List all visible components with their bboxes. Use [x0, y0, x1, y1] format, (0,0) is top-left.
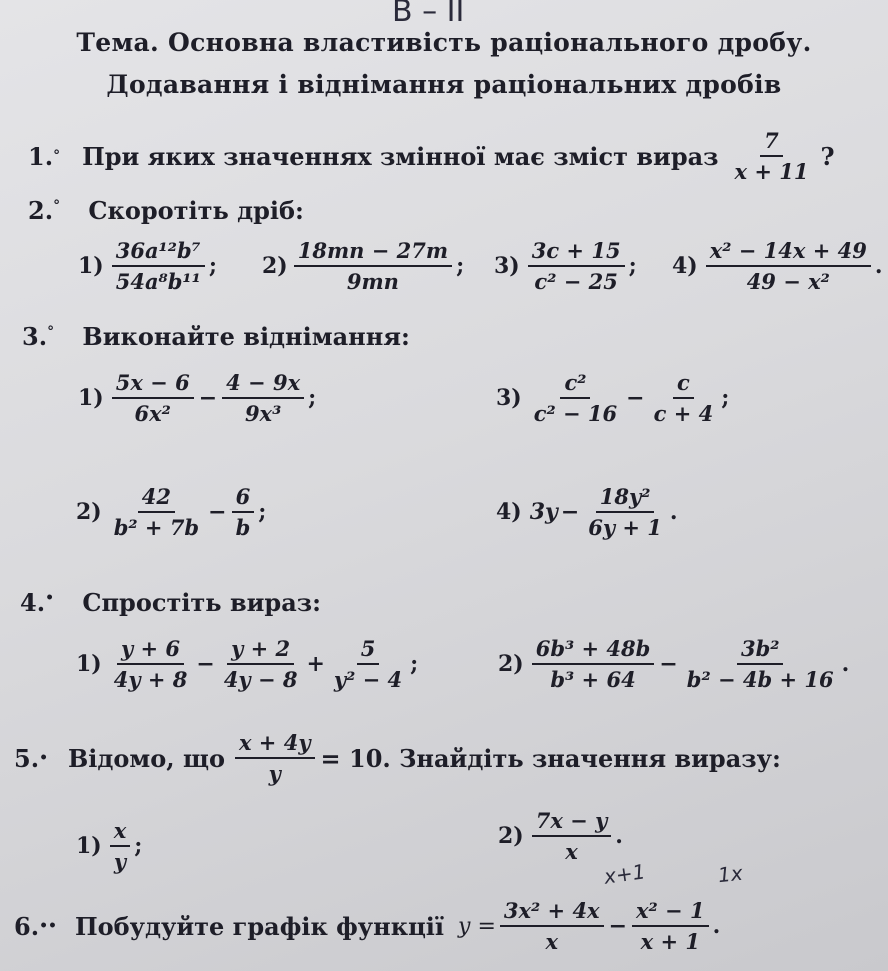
title-line-2: Додавання і віднімання раціональних дробів	[106, 70, 782, 99]
denominator: c² − 25	[534, 269, 618, 294]
numerator: x² − 1	[632, 898, 709, 927]
punctuation: ;	[208, 253, 217, 279]
title-line-1: Тема. Основна властивість раціонального дробу.	[76, 28, 812, 57]
operator: −	[659, 651, 678, 677]
punctuation: ;	[456, 253, 465, 279]
task-6-text: Побудуйте графік функції	[74, 911, 445, 941]
numerator: 5	[357, 636, 380, 665]
task-2-item-3	[494, 238, 637, 294]
task-1-suffix: ?	[820, 141, 835, 171]
punctuation: ;	[134, 833, 143, 859]
numerator: 5x − 6	[112, 370, 194, 399]
fraction-a	[530, 370, 621, 426]
denominator: y² − 4	[333, 667, 403, 692]
punctuation: .	[712, 913, 721, 939]
fraction-c	[330, 636, 406, 692]
item-label: 1)	[78, 385, 104, 411]
task-6	[14, 898, 720, 954]
task-4-text: Спростіть вираз:	[82, 588, 321, 617]
punctuation: ;	[258, 499, 267, 525]
task-3-item-2	[76, 484, 266, 540]
item-label: 2)	[498, 651, 524, 677]
item-label: 2)	[262, 253, 288, 279]
fraction	[706, 238, 871, 294]
fraction	[528, 238, 625, 294]
task-5-text-before: Відомо, що	[68, 743, 225, 773]
task-3-item-1	[78, 370, 316, 426]
handwritten-note-1: x+1	[602, 859, 647, 889]
task-1-fraction-numerator: 7	[760, 128, 783, 157]
numerator: y + 6	[117, 636, 184, 665]
task-3-level-mark: °	[47, 324, 55, 340]
numerator: 18y²	[596, 484, 655, 513]
numerator: x² − 14x + 49	[706, 238, 871, 267]
task-2-text: Скоротіть дріб:	[88, 196, 304, 225]
fraction-b	[632, 898, 709, 954]
denominator: 49 − x²	[746, 269, 830, 294]
task-1-fraction	[731, 128, 813, 184]
punctuation: ;	[308, 385, 317, 411]
numerator: 3x² + 4x	[500, 898, 604, 927]
fraction	[110, 818, 131, 874]
punctuation: .	[874, 253, 883, 279]
item-label: 2)	[76, 499, 102, 525]
fraction	[112, 238, 205, 294]
denominator: 9x³	[244, 401, 282, 426]
item-label: 3)	[496, 385, 522, 411]
task-1	[28, 128, 835, 184]
task-3-text: Виконайте віднімання:	[82, 322, 410, 351]
task-5-level-mark: •	[39, 750, 49, 766]
item-label: 3)	[494, 253, 520, 279]
task-4-item-2	[498, 636, 849, 692]
fraction-a	[500, 898, 604, 954]
task-2-number: 2.	[28, 196, 54, 225]
task-4-heading	[20, 588, 321, 617]
numerator: 36a¹²b⁷	[112, 238, 205, 267]
operator: −	[198, 385, 218, 411]
numerator: 7x − y	[532, 808, 612, 837]
fraction-b	[683, 636, 838, 692]
denominator: b² − 4b + 16	[686, 667, 834, 692]
task-5-text-after: = 10. Знайдіть значення виразу:	[320, 743, 781, 773]
denominator: b² + 7b	[113, 515, 200, 540]
handwritten-variant: В – II	[392, 0, 465, 29]
task-1-level-mark: °	[53, 148, 61, 164]
denominator: 9mn	[346, 269, 399, 294]
task-1-text: При яких значеннях змінної має зміст вираз	[82, 141, 719, 171]
numerator: 6b³ + 48b	[532, 636, 655, 665]
fraction-a	[112, 370, 194, 426]
task-3-number: 3.	[22, 322, 48, 351]
task-2-item-1	[78, 238, 217, 294]
punctuation: .	[669, 499, 678, 525]
denominator: c² − 16	[533, 401, 618, 426]
operator: −	[196, 651, 215, 677]
task-3-item-3	[496, 370, 729, 426]
item-label: 1)	[78, 253, 104, 279]
punctuation: ;	[410, 651, 419, 677]
task-1-fraction-denominator: x + 11	[734, 159, 809, 184]
fraction-a	[110, 636, 192, 692]
fraction	[294, 238, 452, 294]
numerator: 42	[138, 484, 175, 513]
denominator: 6y + 1	[588, 515, 662, 540]
numerator: c²	[560, 370, 590, 399]
item-label: 1)	[76, 651, 102, 677]
punctuation: ;	[721, 385, 730, 411]
denominator: 54a⁸b¹¹	[115, 269, 201, 294]
item-label: 2)	[498, 823, 524, 849]
denominator: b	[235, 515, 251, 540]
denominator: x	[565, 839, 578, 864]
numerator: 6	[232, 484, 255, 513]
handwritten-note-2: 1x	[716, 860, 744, 888]
task-2-item-2	[262, 238, 464, 294]
numerator: 3b²	[737, 636, 784, 665]
operator: −	[208, 499, 227, 525]
task-5-item-2	[498, 808, 623, 864]
denominator: b³ + 64	[550, 667, 636, 692]
task-2-item-4	[672, 238, 883, 294]
task-2-level-mark: °	[53, 198, 61, 214]
denominator: 4y + 8	[113, 667, 188, 692]
numerator: 3c + 15	[528, 238, 625, 267]
numerator: x + 4y	[235, 730, 315, 759]
fraction-a	[110, 484, 203, 540]
item-label: 4)	[496, 499, 522, 525]
task-5-item-1	[76, 818, 142, 874]
denominator: 6x²	[134, 401, 171, 426]
task-5-heading	[14, 730, 781, 786]
numerator: y + 2	[227, 636, 294, 665]
fraction-b	[232, 484, 255, 540]
task-4-level-mark: •	[45, 590, 55, 606]
fraction-b	[584, 484, 666, 540]
fraction-b	[220, 636, 302, 692]
operator: +	[306, 651, 325, 677]
punctuation: ;	[628, 253, 637, 279]
fraction-b	[650, 370, 718, 426]
denominator: x + 1	[640, 929, 700, 954]
task-1-number: 1.	[28, 141, 54, 171]
task-6-number: 6.	[14, 911, 40, 941]
item-label: 1)	[76, 833, 102, 859]
task-6-lhs: y =	[458, 913, 496, 939]
task-4-item-1	[76, 636, 418, 692]
task-4-number: 4.	[20, 588, 46, 617]
denominator: 4y − 8	[223, 667, 298, 692]
denominator: y	[113, 849, 127, 874]
denominator: x	[545, 929, 558, 954]
fraction-a	[532, 636, 655, 692]
numerator: 18mn − 27m	[294, 238, 452, 267]
punctuation: .	[841, 651, 850, 677]
punctuation: .	[615, 823, 623, 849]
leading-term: 3y	[529, 499, 558, 525]
denominator: c + 4	[653, 401, 714, 426]
operator: −	[560, 499, 580, 525]
item-label: 4)	[672, 253, 698, 279]
task-5-number: 5.	[14, 743, 40, 773]
numerator: c	[673, 370, 694, 399]
task-3-heading	[22, 322, 410, 351]
fraction-b	[222, 370, 304, 426]
denominator: y	[268, 761, 281, 786]
numerator: 4 − 9x	[222, 370, 304, 399]
task-2-heading	[28, 196, 304, 225]
numerator: x	[110, 818, 131, 847]
task-6-level-mark: ••	[39, 918, 57, 934]
operator: −	[608, 913, 628, 939]
task-3-item-4	[496, 484, 678, 540]
operator: −	[626, 385, 645, 411]
fraction	[532, 808, 612, 864]
task-5-fraction	[235, 730, 315, 786]
